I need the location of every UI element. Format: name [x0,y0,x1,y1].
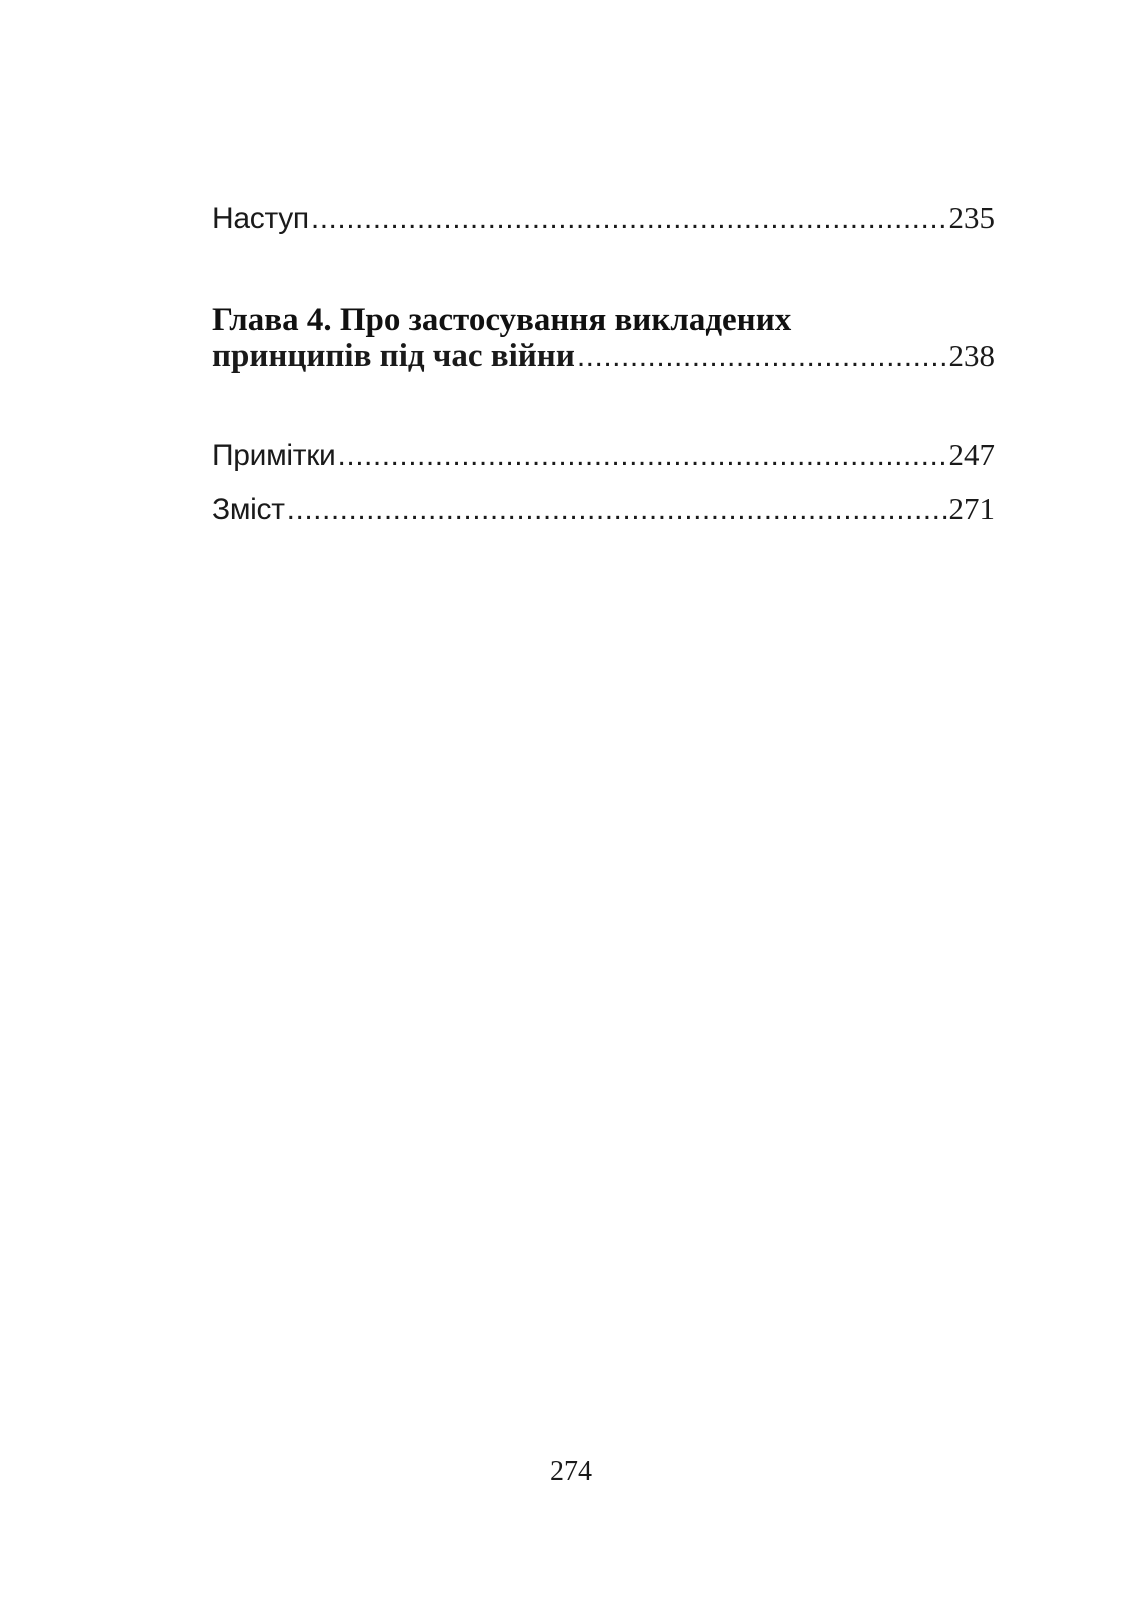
toc-chapter-4 [212,302,995,375]
dot-leader [311,197,947,241]
page-number: 274 [550,1456,592,1487]
toc-entry-notes [212,433,995,478]
toc-entry-title: Наступ [212,202,309,235]
chapter-title-line-1: Глава 4. Про застосування викладених [212,302,792,338]
toc-entry-page: 235 [948,200,995,235]
dot-leader [577,339,947,375]
toc-entry-page: 247 [948,437,995,472]
toc-entry-page: 271 [948,491,995,526]
table-of-contents [212,196,995,541]
chapter-page: 238 [948,338,995,373]
dot-leader [287,488,947,532]
toc-entry-title: Зміст [212,493,285,526]
toc-entry-contents [212,487,995,532]
dot-leader [338,434,947,478]
toc-entry-nastup [212,196,995,241]
chapter-title-line-2: принципів під час війни [212,338,575,374]
toc-appendix-group [212,433,995,532]
chapter-title-line-2-entry [212,338,995,375]
toc-entry-title: Примітки [212,439,336,472]
